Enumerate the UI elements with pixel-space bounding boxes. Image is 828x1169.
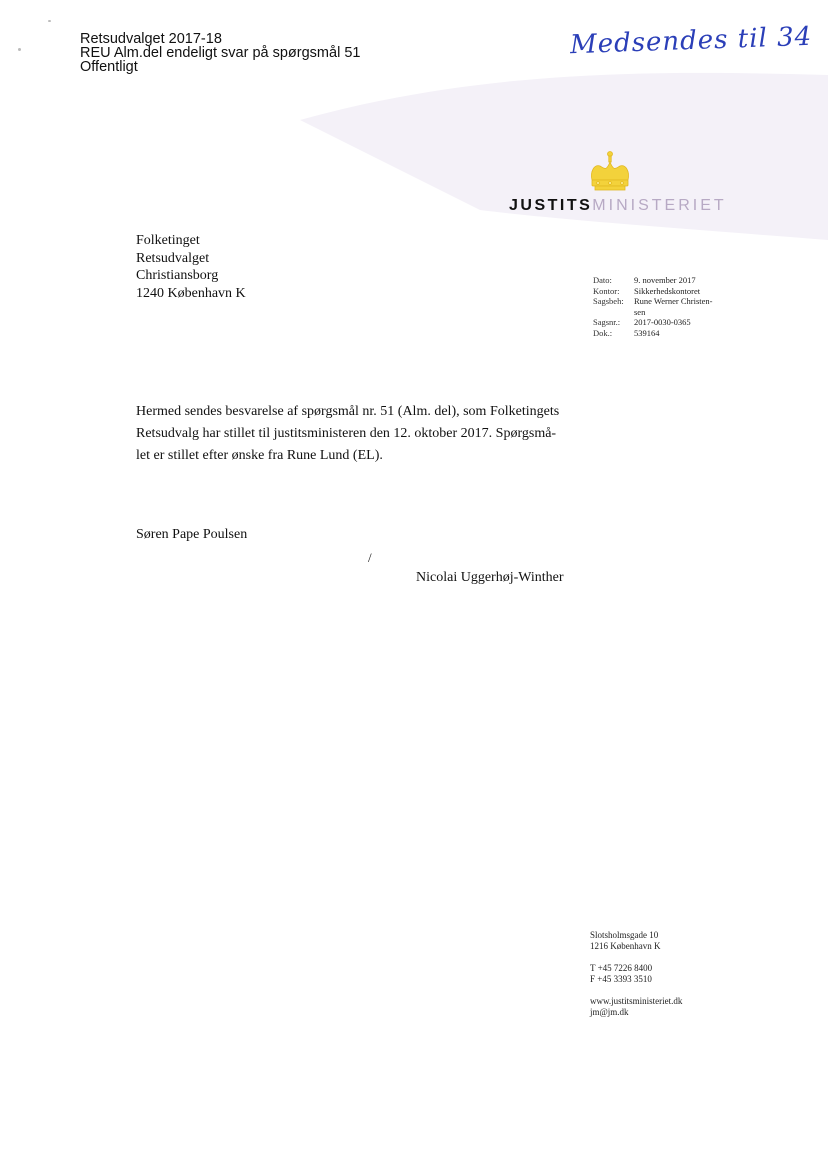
header-committee: Retsudvalget 2017-18 bbox=[80, 31, 222, 47]
meta-row bbox=[593, 328, 729, 339]
meta-value: 9. november 2017 bbox=[634, 275, 696, 285]
ministry-logo bbox=[509, 197, 727, 215]
meta-value: Rune Werner Christen- bbox=[634, 296, 713, 306]
official-name: Nicolai Uggerhøj-Winther bbox=[416, 570, 564, 585]
meta-key: Sagsbeh: bbox=[593, 296, 624, 306]
contact-web: www.justitsministeriet.dk bbox=[590, 996, 683, 1006]
recipient-line: Retsudvalget bbox=[136, 250, 210, 266]
meta-key bbox=[593, 307, 634, 318]
logo-wordmark-strong: JUSTITS bbox=[509, 197, 593, 214]
signature-slash: / bbox=[368, 550, 372, 565]
recipient-line: Christiansborg bbox=[136, 268, 219, 283]
letter-body bbox=[136, 401, 586, 467]
body-line: Retsudvalg har stillet til justitsministeren den 12. oktober 2017. Spørgsmå- bbox=[136, 426, 557, 441]
meta-value: 2017-0030-0365 bbox=[634, 317, 691, 327]
contact-city: 1216 København K bbox=[590, 941, 661, 951]
contact-email: jm@jm.dk bbox=[590, 1007, 629, 1017]
meta-key: Dok.: bbox=[593, 327, 613, 338]
meta-value: 539164 bbox=[634, 327, 660, 338]
ministry-contact bbox=[590, 930, 682, 1018]
minister-name: Søren Pape Poulsen bbox=[136, 527, 248, 542]
header-subject: REU Alm.del endeligt svar på spørgsmål 51 bbox=[80, 45, 361, 61]
header-classification: Offentligt bbox=[80, 59, 138, 75]
recipient-address bbox=[136, 232, 246, 302]
meta-row bbox=[593, 296, 729, 307]
meta-value: sen bbox=[634, 306, 646, 317]
scan-speck bbox=[18, 48, 21, 51]
logo-wordmark-light: MINISTERIET bbox=[592, 197, 727, 214]
meta-value: Sikkerhedskontoret bbox=[634, 285, 701, 296]
meta-row bbox=[593, 317, 729, 328]
meta-row bbox=[593, 286, 729, 297]
document-header bbox=[80, 32, 360, 74]
body-line: let er stillet efter ønske fra Rune Lund (EL). bbox=[136, 448, 383, 463]
recipient-line: Folketinget bbox=[136, 233, 200, 248]
handwritten-annotation: Medsendes til 34 bbox=[569, 21, 813, 61]
meta-row bbox=[593, 307, 729, 318]
meta-key: Kontor: bbox=[593, 285, 620, 296]
crown-icon bbox=[586, 150, 634, 194]
meta-key: Dato: bbox=[593, 275, 612, 285]
meta-key: Sagsnr.: bbox=[593, 317, 621, 327]
contact-street: Slotsholmsgade 10 bbox=[590, 930, 659, 940]
contact-phone: T +45 7226 8400 bbox=[590, 963, 653, 973]
case-metadata bbox=[593, 275, 729, 338]
body-line: Hermed sendes besvarelse af spørgsmål nr. 51 (Alm. del), som Folketingets bbox=[136, 404, 560, 419]
recipient-line: 1240 København K bbox=[136, 285, 246, 301]
scan-speck bbox=[48, 20, 51, 22]
contact-fax: F +45 3393 3510 bbox=[590, 974, 652, 984]
meta-row bbox=[593, 275, 729, 286]
